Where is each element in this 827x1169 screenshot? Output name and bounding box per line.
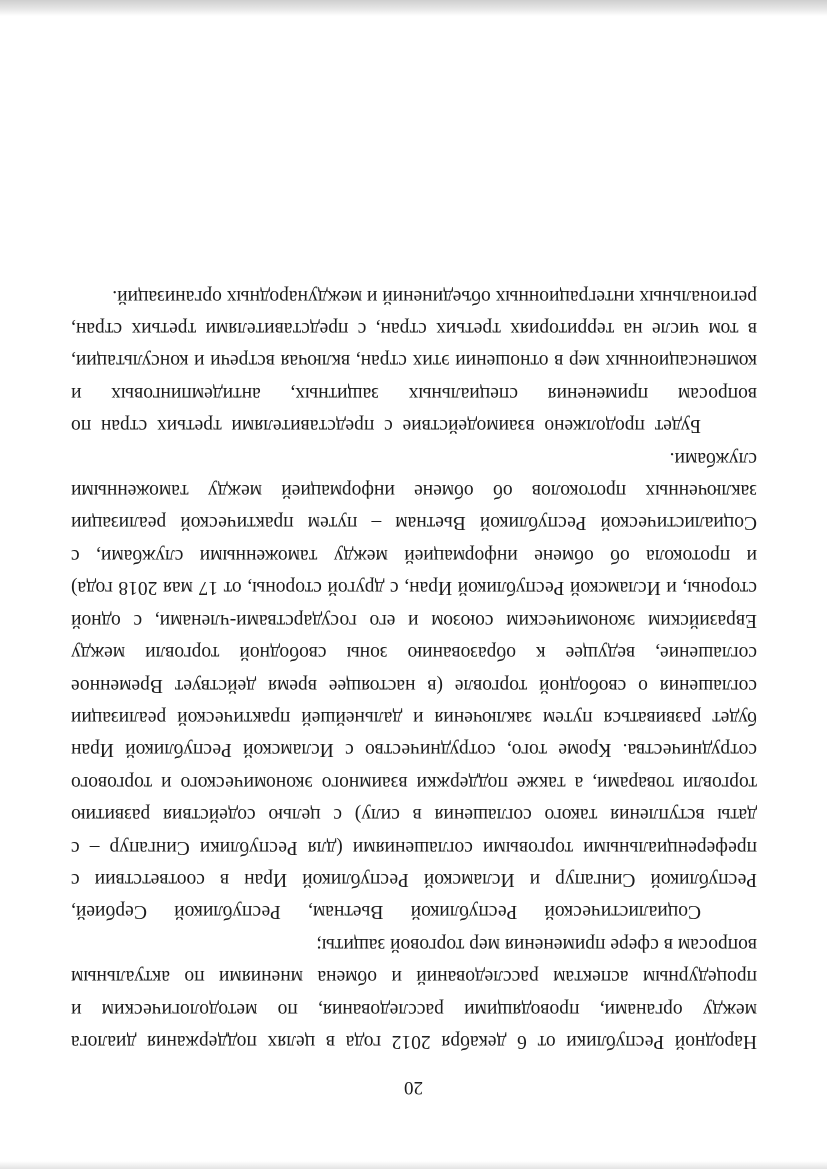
document-body <box>71 279 757 1057</box>
paragraph: Социалистической Республикой Вьетнам, Республикой Сербией, Республикой Сингапур и Исламской Республикой Иран в соответствии с преференциальными торговыми соглашениями (для Республики Сингапур – с даты вступления такого соглашения в силу) с целью содействия развитию торговли товарами, а также поддержки взаимного экономического и торгового сотрудничества. Кроме того, сотрудничество с Исламской Республикой Иран будет развиваться путем заключения и дальнейшей практической реализации соглашения о свободной торговле (в настоящее время действует Временное соглашение, ведущее к образованию зоны свободной торговли между Евразийским экономическим союзом и его государствами-членами, с одной стороны, и Исламской Республикой Иран, с другой стороны, от 17 мая 2018 года) и протокола об обмене информацией между таможенными службами, с Социалистической Республикой Вьетнам – путем практической реализации заключенных протоколов об обмене информацией между таможенными службами. <box>71 447 757 923</box>
paragraph: Будет продолжено взаимодействие с представителями третьих стран по вопросам применения специальных защитных, антидемпинговых и компенсационных мер в отношении этих стран, включая встречи и консультации, в том числе на территориях третьих стран, с представителями третьих стран, региональных интеграционных объединений и международных организаций. <box>71 285 757 437</box>
page-number: 20 <box>404 1077 423 1098</box>
paragraph: Народной Республики от 6 декабря 2012 года в целях поддержания диалога между органами, проводящими расследования, по методологическим и процедурным аспектам расследований и обмена мнениями по актуальным вопросам в сфере применения мер торговой защиты; <box>71 933 757 1052</box>
